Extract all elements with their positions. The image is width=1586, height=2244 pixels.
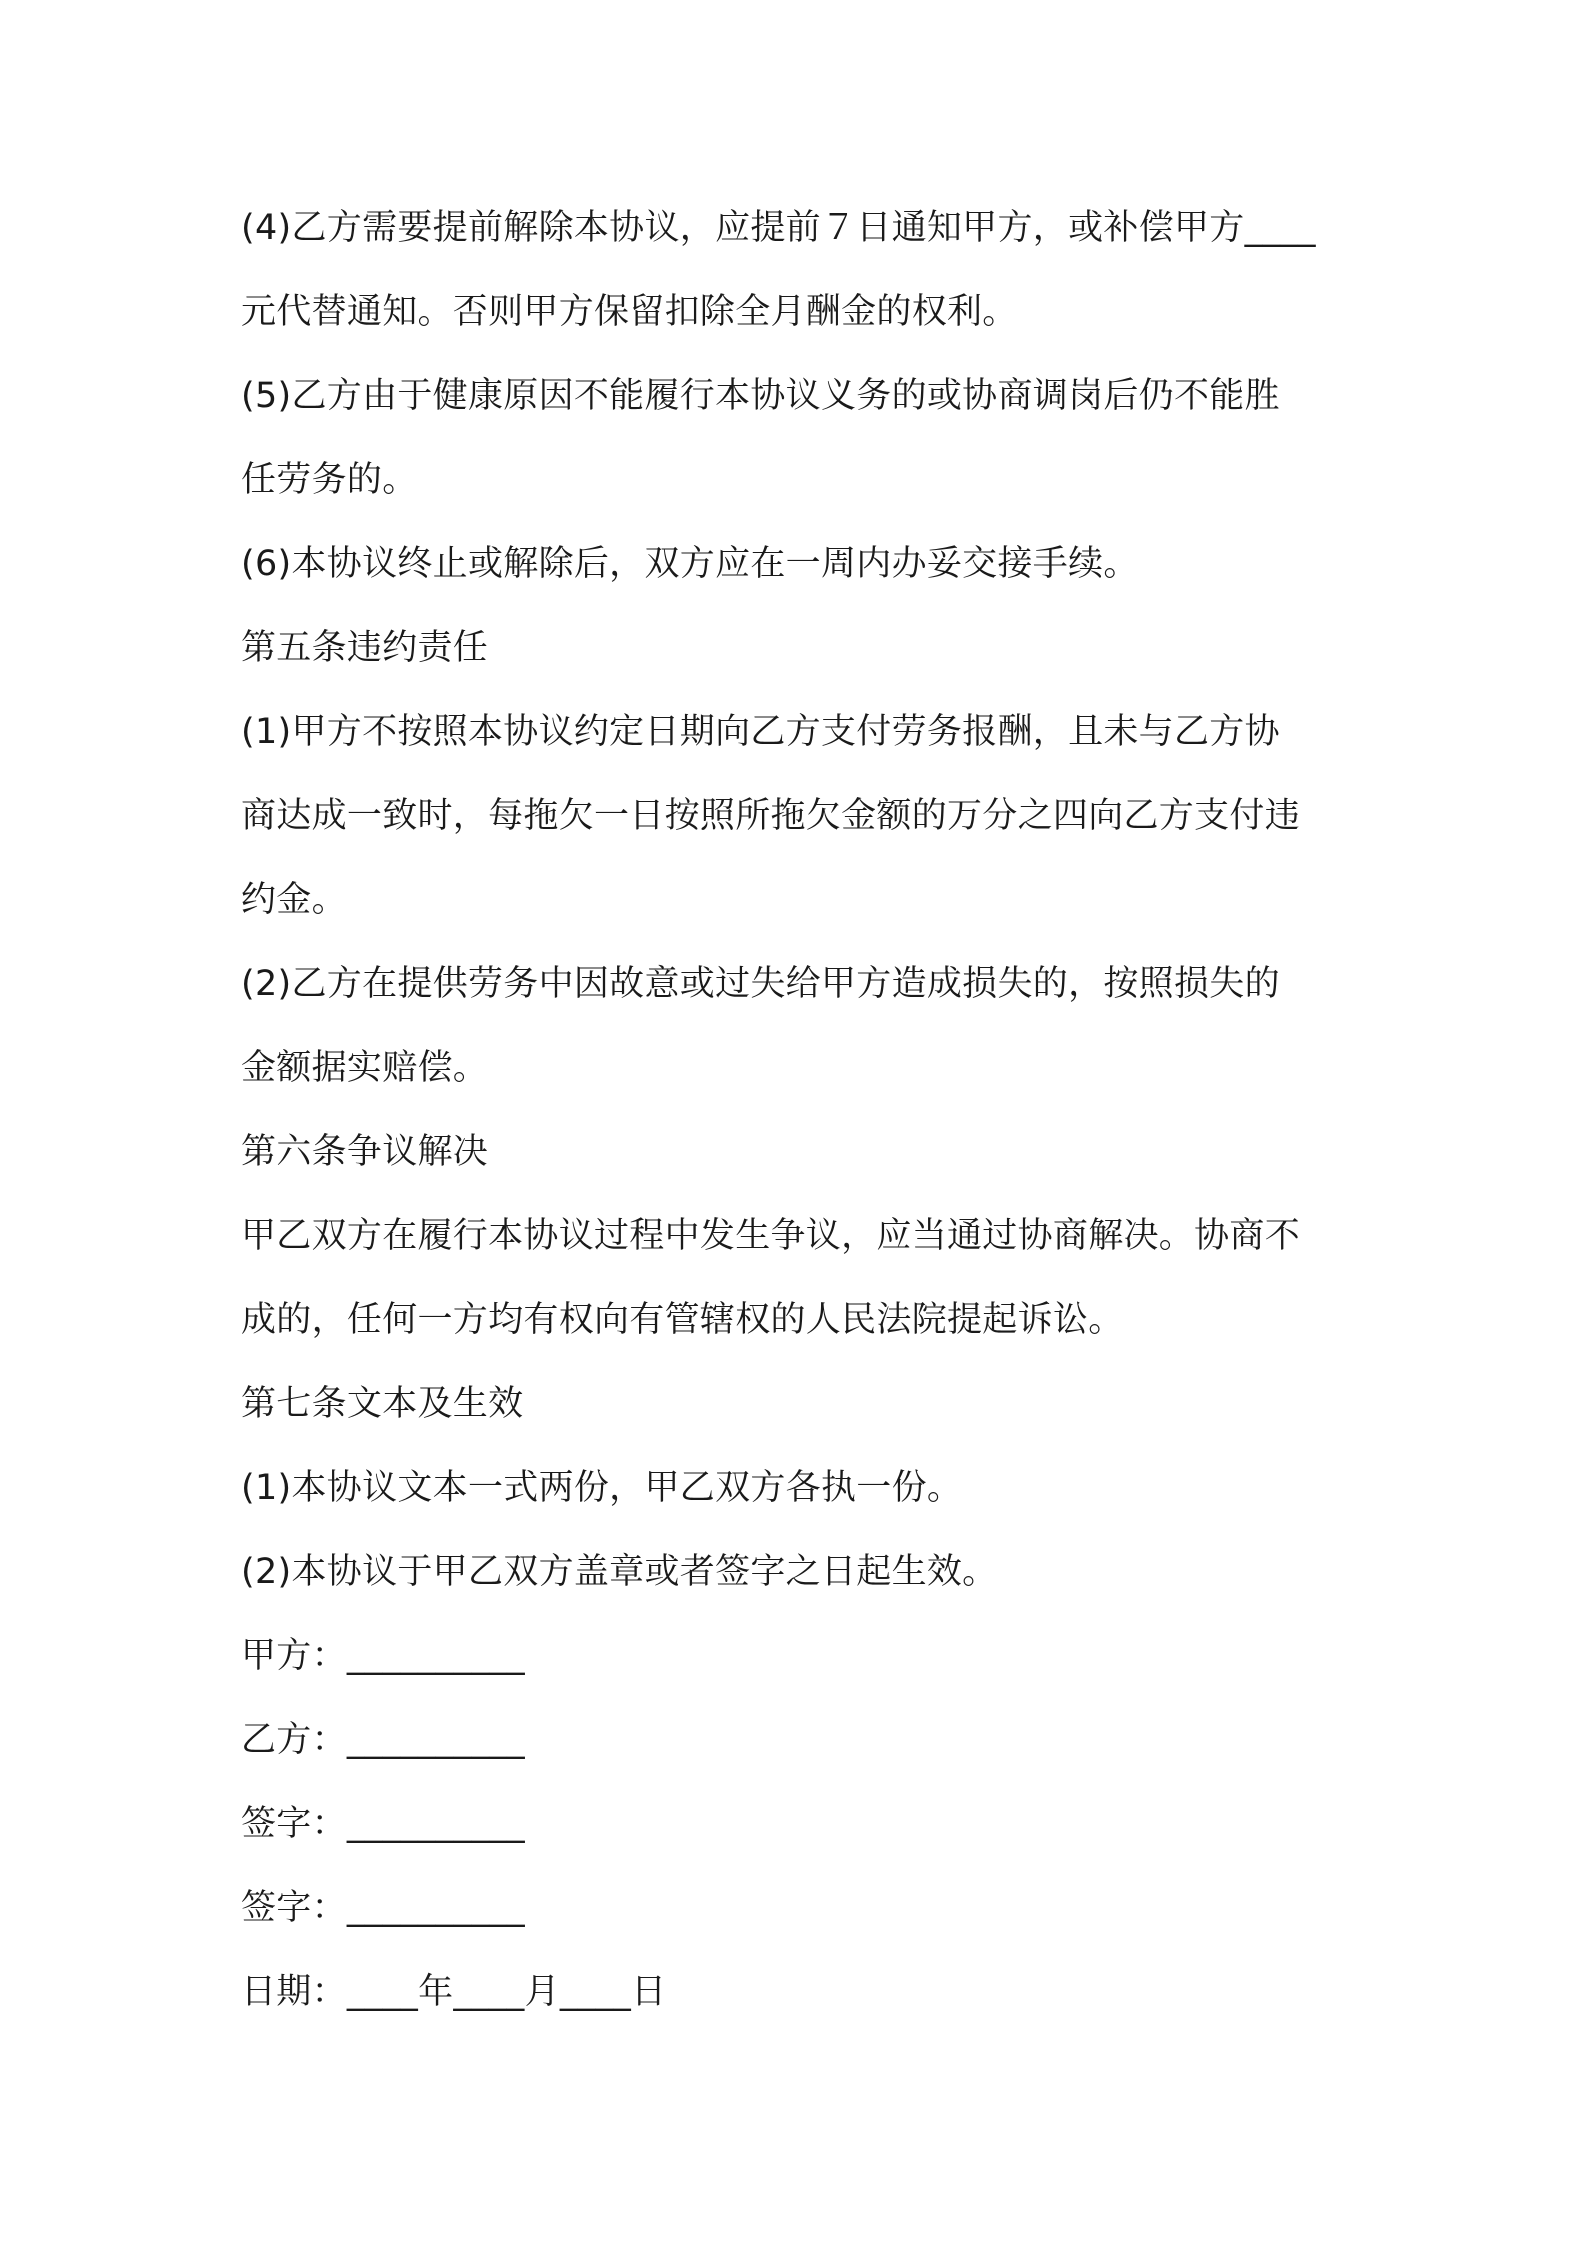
article-5-item-1-line-3: 约金。	[241, 880, 347, 920]
article-5-item-2-line-1: (2)乙方在提供劳务中因故意或过失给甲方造成损失的，按照损失的	[241, 964, 1280, 1004]
article-7-item-2: (2)本协议于甲乙双方盖章或者签字之日起生效。	[241, 1552, 998, 1592]
article-6-heading: 第六条争议解决	[241, 1132, 489, 1172]
clause-4-line-2: 元代替通知。否则甲方保留扣除全月酬金的权利。	[241, 292, 1018, 332]
article-6-text-line-2: 成的，任何一方均有权向有管辖权的人民法院提起诉讼。	[241, 1300, 1124, 1340]
article-5-item-1-line-2: 商达成一致时，每拖欠一日按照所拖欠金额的万分之四向乙方支付违	[241, 796, 1301, 836]
clause-5-line-2: 任劳务的。	[241, 460, 418, 500]
article-7-heading: 第七条文本及生效	[241, 1384, 524, 1424]
document-body	[241, 203, 1366, 2051]
clause-6-line: (6)本协议终止或解除后，双方应在一周内办妥交接手续。	[241, 544, 1139, 584]
article-5-item-2-line-2: 金额据实赔偿。	[241, 1048, 489, 1088]
article-5-heading: 第五条违约责任	[241, 628, 489, 668]
signature-line-2: 签字：__________	[241, 1888, 525, 1928]
clause-4-line-1: (4)乙方需要提前解除本协议，应提前７日通知甲方，或补偿甲方____	[241, 208, 1316, 248]
date-line: 日期：____年____月____日	[241, 1972, 667, 2012]
article-7-item-1: (1)本协议文本一式两份，甲乙双方各执一份。	[241, 1468, 963, 1508]
article-6-text-line-1: 甲乙双方在履行本协议过程中发生争议，应当通过协商解决。协商不	[241, 1216, 1301, 1256]
party-b-signature-line: 乙方：__________	[241, 1720, 525, 1760]
article-5-item-1-line-1: (1)甲方不按照本协议约定日期向乙方支付劳务报酬，且未与乙方协	[241, 712, 1280, 752]
party-a-signature-line: 甲方：__________	[241, 1636, 525, 1676]
clause-5-line-1: (5)乙方由于健康原因不能履行本协议义务的或协商调岗后仍不能胜	[241, 376, 1280, 416]
signature-line-1: 签字：__________	[241, 1804, 525, 1844]
